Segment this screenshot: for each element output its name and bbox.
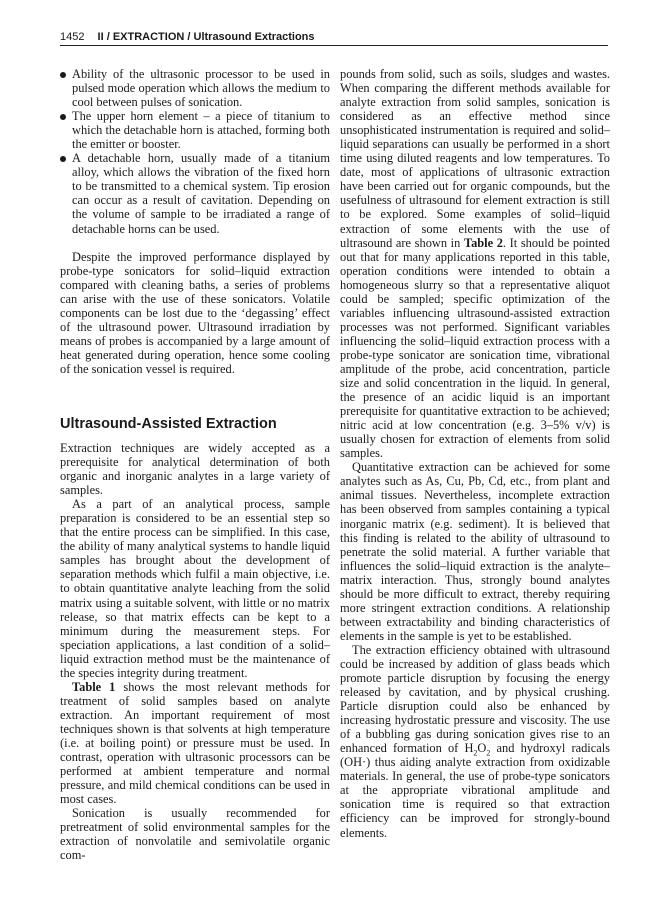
table-reference[interactable]: Table 2: [463, 235, 503, 250]
list-item: [60, 151, 330, 235]
page-number: 1452: [60, 31, 85, 43]
paragraph: Quantitative extraction can be achieved for some analytes such as As, Cu, Pb, Cd, etc., from plant and animal tissues. Nevertheless, incomplete extraction has been observed from samples containing a typical inorganic matrix (e.g. sediment). It is believed that this finding is related to the ability of ultrasound to penetrate the solid material. A further variable that influences the solid–liquid extraction is the analyte–matrix interaction. Thus, strongly bound analytes should be more difficult to extract, thereby requiring more stringent extraction conditions. A relationship between extractability and binding characteristics of elements in the sample is yet to be established.: [340, 460, 610, 643]
subscript: 2: [473, 748, 478, 758]
left-column: [60, 67, 330, 862]
paragraph-text: O: [477, 741, 487, 756]
paragraph-text: . It should be pointed out that for many applications reported in this table, operation conditions were intended to obtain a homogeneous slurry so that a representative aliquot could be sampled; specific optimization of the variables influencing ultrasound-assisted extraction processes was not performed. Significant variables influencing the solid–liquid extraction process with a probe-type sonicator are sonication time, vibrational amplitude of the probe, acid concentration, particle size and solid concentration in the liquid. In general, the presence of an acidic liquid is an important prerequisite for quantitative extraction to be achieved; nitric acid at low concentration (e.g. 3–5% v/v) is usually chosen for extraction of elements from solid samples.: [340, 235, 610, 461]
paragraph: As a part of an analytical process, sample preparation is considered to be an essential step so that the entire process can be simplified. In this case, the ability of many analytical systems to handle liquid samples has brought about the development of separation methods which fulfil a main objective, i.e. to obtain quantitative analyte leaching from the solid matrix using a suitable solvent, with little or no matrix release, so that matrix effects can be kept to a minimum during the measurement steps. For speciation applications, a last condition of a solid–liquid extraction method must be the maintenance of the species integrity during treatment.: [60, 497, 330, 680]
section-heading: Ultrasound-Assisted Extraction: [60, 415, 277, 432]
paragraph: Sonication is usually recommended for pretreatment of solid environmental samples for the extraction of nonvolatile and semivolatile organic com-: [60, 806, 330, 863]
paragraph: [340, 67, 610, 460]
bullet-icon: [60, 156, 66, 162]
running-header: [60, 30, 608, 44]
bullet-icon: [60, 114, 66, 120]
paragraph-text: and hydroxyl radicals (OH·) thus aiding analyte extraction from oxidizable materials. In general, the use of probe-type sonicators at the appropriate vibrational amplitude and sonication time is required so that extraction efficiency can be improved for strongly-bound elements.: [340, 741, 611, 840]
paragraph-text: pounds from solid, such as soils, sludges and wastes. When comparing the different methods available for analyte extraction from solid samples, sonication is considered as an effective method since unsophisticated instrumentation is required and solid–liquid separations can usually be performed in a short time using diluted reagents and low temperatures. To date, most of applications of ultrasonic extraction have been carried out for organic compounds, but the usefulness of ultrasound for element extraction is still to be explored. Some examples of solid–liquid extraction of some elements with the use of ultrasound are shown in: [340, 67, 610, 250]
list-item-text: The upper horn element – a piece of titanium to which the detachable horn is attached, forming both the emitter or booster.: [72, 109, 330, 152]
list-item-text: A detachable horn, usually made of a titanium alloy, which allows the vibration of the fixed horn to be transmitted to a chemical system. Tip erosion can occur as a result of cavitation. Depending on the volume of sample to be irradiated a range of detachable horns can be used.: [72, 151, 330, 236]
paragraph: [340, 643, 610, 840]
paragraph-text: shows the most relevant methods for treatment of solid samples based on analyte extraction. An important requirement of most techniques shown is that solvents at high temperature (i.e. at boiling point) or pressure must be used. In contrast, operation with ultrasonic processors can be performed at ambient temperature and normal pressure, and mild chemical conditions can be used in most cases.: [60, 679, 331, 807]
paragraph: Despite the improved performance displayed by probe-type sonicators for solid–liquid extraction compared with cleaning baths, a series of problems can arise with the use of these sonicators. Volatile components can be lost due to the ‘degassing’ effect of the ultrasound power. Ultrasound irradiation by means of probes is accompanied by a large amount of heat generated during operation, hence some cooling of the sonication vessel is required.: [60, 249, 330, 376]
right-column: [340, 67, 610, 840]
list-item: [60, 109, 330, 151]
subscript: 2: [486, 748, 491, 758]
running-title: II / EXTRACTION / Ultrasound Extractions: [97, 31, 315, 43]
bullet-icon: [60, 72, 66, 78]
list-item-text: Ability of the ultrasonic processor to be used in pulsed mode operation which allows the medium to cool between pulses of sonication.: [72, 67, 330, 110]
bullet-list: [60, 67, 330, 236]
paragraph-text: The extraction efficiency obtained with ultrasound could be increased by addition of glass beads which promote particle disruption by focusing the energy released by cavitation, and by physical crushing. Particle disruption could also be enhanced by increasing hydrostatic pressure and viscosity. The use of a bubbling gas during sonication gives rise to an enhanced formation of H: [340, 642, 610, 756]
list-item: [60, 67, 330, 109]
paragraph: [60, 680, 330, 806]
table-reference[interactable]: Table 1: [72, 679, 116, 694]
header-rule: [60, 45, 608, 46]
paragraph: Extraction techniques are widely accepted as a prerequisite for analytical determination of both organic and inorganic analytes in a large variety of samples.: [60, 440, 330, 498]
